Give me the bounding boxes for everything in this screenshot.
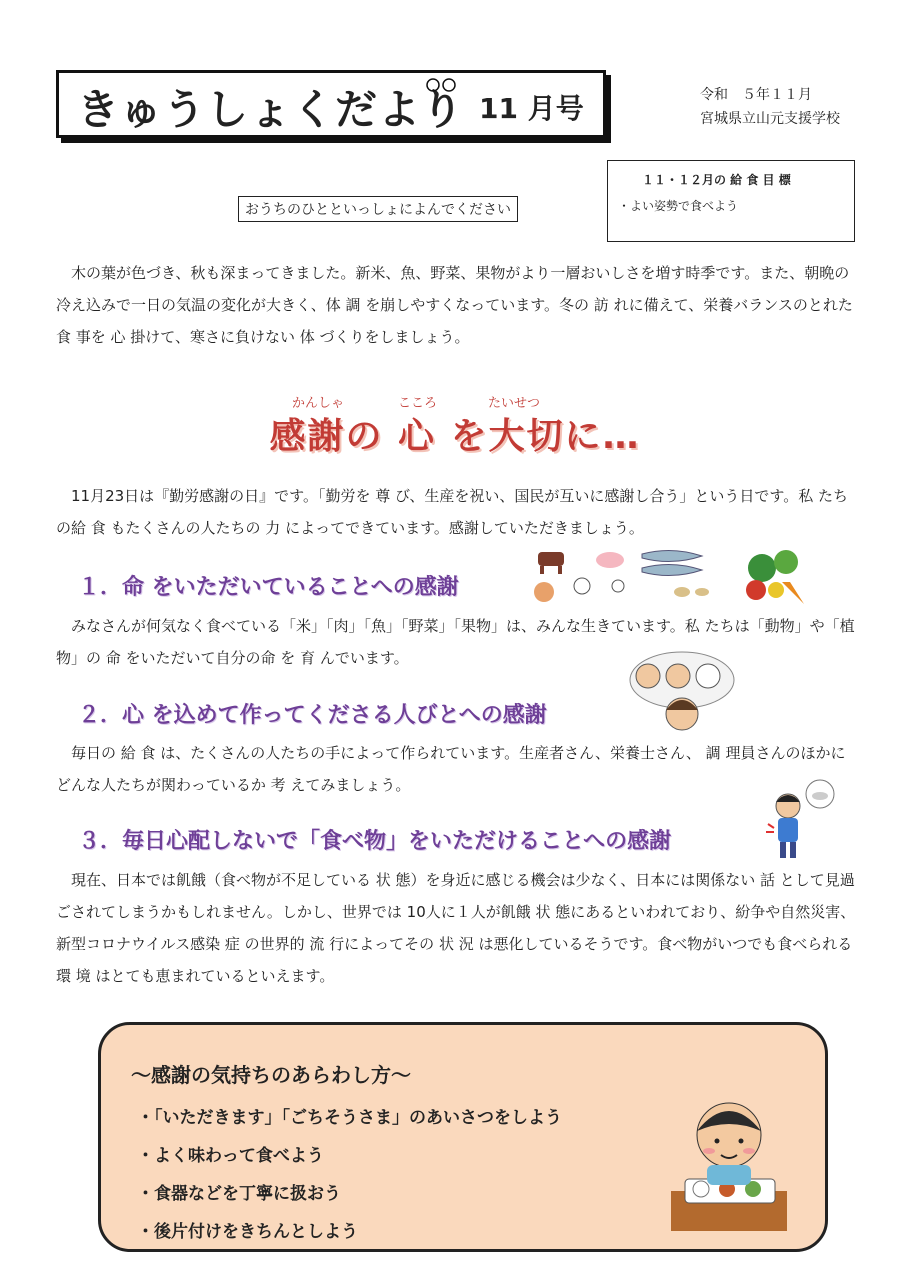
howto-item: ・後片付けをきちんとしよう xyxy=(137,1222,358,1242)
section-3-heading: ３．毎日心配しないで「食べ物」をいただけることへの感謝 xyxy=(78,829,672,854)
animals-fish-icon xyxy=(532,546,742,606)
issue-date: 令和 ５年１１月 xyxy=(700,87,812,103)
read-together-note: おうちのひとといっしょによんでください xyxy=(238,196,518,222)
intro-paragraph: 木の葉が色づき、秋も深まってきました。新米、魚、野菜、果物がより一層おいしさを増す時季です。また、朝晩の冷え込みで一日の気温の変化が大きく、体 調 を崩しやすくなっています。冬の 訪 れに備えて、栄養バランスのとれた 食 事を 心 掛けて、寒さに負けない 体 づくりをしましょう。 xyxy=(56,264,853,346)
vegetables-icon xyxy=(742,546,812,606)
issue-label: 11 月号 xyxy=(479,92,584,125)
child-eating-icon xyxy=(661,1095,801,1235)
main-title-ruby: かんしゃ xyxy=(292,396,345,411)
newsletter-masthead xyxy=(56,70,606,138)
section-1-text: みなさんが何気なく食べている「米」「肉」「魚」「野菜」「果物」は、みんな生きています。私 たちは「動物」や「植 物」の 命 をいただいて自分の命 を 育 んでいます。 xyxy=(56,617,855,667)
howto-item: ・よく味わって食べよう xyxy=(137,1146,324,1166)
gratitude-howto-box xyxy=(98,1022,828,1252)
labor-thanksgiving-paragraph: 11月23日は『勤労感謝の日』です。「勤労を 尊 び、生産を祝い、国民が互いに感謝し合う」という日です。私 たちの給 食 もたくさんの人たちの 力 によってできています。感謝していただきましょう。 xyxy=(56,487,848,537)
school-name: 宮城県立山元支援学校 xyxy=(700,111,840,127)
section-2-text: 毎日の 給 食 は、たくさんの人たちの手によって作られています。生産者さん、栄養士さん、 調 理員さんのほかにどんな人たちが関わっているか 考 えてみましょう。 xyxy=(56,744,846,794)
section-2-heading: ２．心 を込めて作ってくださる人びとへの感謝 xyxy=(78,703,547,728)
apple-icon xyxy=(423,75,463,93)
section-3-text: 現在、日本では飢餓（食べ物が不足している 状 態）を身近に感じる機会は少なく、日本には関係ない 話 として見過ごされてしまうかもしれません。しかし、世界では 10人に１人が飢餓 状 態にあるといわれており、紛争や自然災害、新型コロナウイルス感染 症 の世界的 流 行によってその 状 況 は悪化しているそうです。食べ物がいつでも食べられる環 境 はとても恵まれているといえます。 xyxy=(56,871,856,985)
section-1-heading: １．命 をいただいていることへの感謝 xyxy=(78,575,459,600)
howto-title: ～感謝の気持ちのあらわし方～ xyxy=(131,1063,411,1087)
food-workers-icon xyxy=(626,650,736,736)
goal-heading: １１・１２月の 給 食 目 標 xyxy=(642,173,791,187)
howto-item: ・食器などを丁寧に扱おう xyxy=(137,1184,341,1204)
main-title-ruby: たいせつ xyxy=(488,396,541,411)
newsletter-title: きゅうしょくだより xyxy=(77,85,465,134)
hungry-child-icon xyxy=(764,778,838,862)
howto-item: ・「いただきます」「ごちそうさま」のあいさつをしよう xyxy=(137,1108,562,1128)
goal-item: ・よい姿勢で食べよう xyxy=(618,199,739,213)
main-title-ruby: こころ xyxy=(398,396,438,411)
main-title: 感謝の 心 を大切に… xyxy=(269,416,641,457)
monthly-goal-box xyxy=(607,160,855,242)
